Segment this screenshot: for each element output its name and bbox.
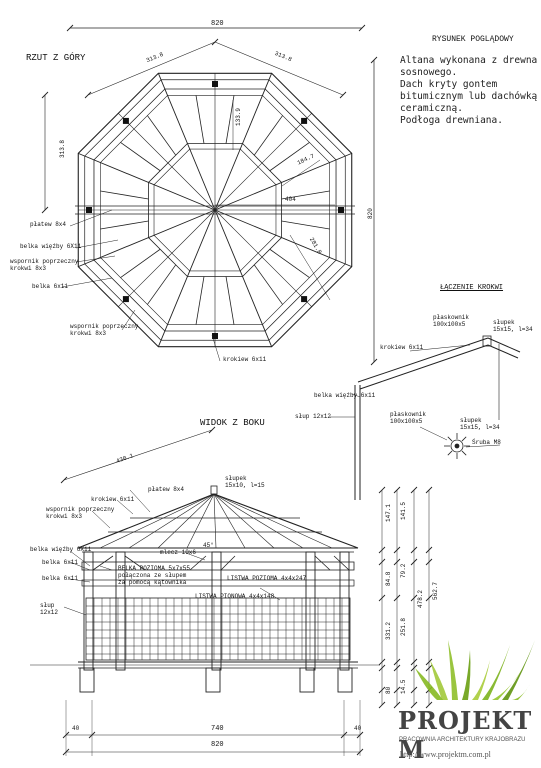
side-rafter	[214, 494, 216, 548]
plan-label-ridge-beam: belka więźby 6X11	[20, 243, 82, 250]
plan-dim-inner-2: 184.7	[296, 152, 316, 167]
joint-post-1: słupek	[493, 319, 515, 326]
plan-post	[123, 118, 129, 124]
dimension-tick	[340, 92, 346, 98]
plan-rafter	[215, 153, 352, 210]
plan-leader	[76, 240, 118, 248]
joint-flat-bar-1: płaskownik	[433, 314, 470, 321]
side-brace	[221, 556, 235, 570]
joint-flat-bar-1-dim: 100x100x5	[433, 321, 466, 328]
plan-cross-support	[254, 116, 282, 156]
side-beam-a: belka 6x11	[42, 559, 79, 566]
side-vdim: 79.2	[400, 563, 407, 578]
plan-leader	[62, 278, 112, 287]
side-tenon: mlecz 10x6	[160, 549, 197, 556]
side-angle: 45°	[203, 542, 214, 549]
logo-grass-blade	[482, 645, 510, 700]
side-leader	[100, 566, 112, 570]
plan-dim-right: 820	[367, 208, 374, 219]
plan-rafter	[158, 210, 215, 347]
joint-post-2-dim: 15x15, l=34	[460, 424, 500, 431]
joint-title: ŁĄCZENIE KROKWI	[440, 284, 504, 292]
side-plate: płatew 8x4	[148, 486, 185, 493]
logo-grass-blade	[462, 650, 470, 700]
side-rafter	[214, 494, 303, 548]
plan-dim-top: 820	[211, 20, 224, 28]
joint-rafter-return	[488, 338, 520, 352]
side-footing	[338, 668, 352, 692]
description-line: bitumicznym lub dachówką	[400, 91, 538, 102]
plan-label-plate: płatew 8x4	[30, 221, 67, 228]
side-brace	[315, 556, 330, 570]
top-plan-drawing	[42, 25, 377, 365]
plan-label-rafter: krokiew 6x11	[223, 356, 267, 363]
side-beam-b: belka 6x11	[42, 575, 79, 582]
brand-name: PROJEKT M	[398, 706, 533, 764]
side-vdim: 562.7	[432, 581, 439, 600]
plan-cross-support	[121, 142, 161, 170]
plan-dim-inner-1: 133.9	[235, 107, 242, 126]
joint-rafter-return	[488, 345, 518, 358]
plan-dim-inner-3: 404	[285, 196, 296, 203]
plan-rafter	[78, 153, 215, 210]
joint-flat-bar-2-dim: 100x100x5	[390, 418, 423, 425]
side-vdim: 478.2	[417, 589, 424, 608]
logo-grass-blade	[502, 640, 535, 700]
side-cross-support-2: krokwi 8x3	[46, 513, 83, 520]
side-strip-vertical: LISTWA PIONOWA 4x4x148	[195, 593, 275, 600]
joint-rafter: krokiew 6x11	[380, 344, 424, 351]
plan-cross-support	[282, 221, 330, 229]
plan-rafter-mid	[118, 113, 215, 210]
plan-cross-support	[226, 277, 234, 325]
plan-rafter	[158, 73, 215, 210]
side-rafter	[158, 494, 214, 548]
logo-grass-graphic	[415, 640, 535, 700]
joint-screw: Śruba M8	[472, 439, 501, 446]
dimension-tick	[61, 477, 67, 483]
side-footing	[300, 668, 314, 692]
side-footing	[206, 668, 220, 692]
side-dim-bottom-right: 40	[354, 725, 362, 732]
side-vdim: 331.2	[385, 621, 392, 640]
side-title: WIDOK Z BOKU	[200, 418, 265, 428]
side-dim-diag: 430.1	[115, 452, 135, 465]
plan-dim-line-seg-left	[88, 42, 215, 95]
joint-connector-arm	[448, 451, 452, 455]
joint-connector	[483, 336, 491, 346]
side-vdim: 80	[385, 686, 392, 694]
plan-cross-support	[121, 249, 161, 277]
plan-cross-support	[196, 277, 204, 325]
plan-post	[86, 207, 92, 213]
joint-post-main: słup 12x12	[295, 413, 332, 420]
plan-rafter-mid	[118, 210, 215, 307]
plan-rafter	[215, 73, 272, 210]
side-brace	[190, 556, 206, 570]
plan-title: RZUT Z GÓRY	[26, 53, 86, 63]
plan-post	[301, 118, 307, 124]
side-rafter	[129, 494, 214, 548]
side-rafter	[214, 494, 245, 548]
side-footing	[80, 668, 94, 692]
plan-cross-support	[147, 116, 175, 156]
plan-dim-seg-left: 313.8	[145, 50, 165, 65]
plan-post	[212, 81, 218, 87]
plan-label-cross-support-b: wspornik poprzeczny	[70, 323, 139, 330]
brand-url: http://www.projektm.com.pl	[400, 750, 491, 759]
side-strip-horizontal: LISTWA POZIOMA 4x4x247	[227, 575, 307, 582]
description-line: sosnowego.	[400, 67, 458, 78]
plan-dim-seg-right: 313.8	[273, 49, 293, 64]
side-horizontal-beam: BELKA POZIOMA 5x7x55	[118, 565, 191, 572]
side-roof-edge	[214, 494, 358, 548]
plan-label-cross-support-b2: krokwi 8x3	[70, 330, 107, 337]
side-rafter	[214, 494, 332, 548]
plan-dim-side-left: 313.8	[59, 139, 66, 158]
side-leader	[92, 511, 110, 528]
plan-label-cross-support: wspornik poprzeczny	[10, 258, 79, 265]
side-ridge-beam: belka więźby 6X11	[30, 546, 92, 553]
plan-cross-support	[100, 221, 148, 229]
plan-label-beam: belka 6x11	[32, 283, 69, 290]
side-vdim: 251.8	[400, 617, 407, 636]
plan-label-cross-support-2: krokwi 8x3	[10, 265, 47, 272]
joint-connector-hub	[455, 444, 459, 448]
description-line: Altana wykonana z drewna	[400, 55, 538, 66]
joint-connector-arm	[462, 437, 466, 441]
side-dim-bottom-total: 820	[211, 741, 224, 749]
plan-rafter	[215, 210, 352, 267]
side-dim-bottom-left: 40	[72, 725, 80, 732]
rafter-joint-drawing	[330, 336, 520, 500]
side-horizontal-beam-3: za pomocą kątownika	[118, 579, 187, 586]
side-dim-line-diag	[64, 430, 212, 480]
plan-cross-support	[254, 265, 282, 305]
joint-flat-bar-2: płaskownik	[390, 411, 427, 418]
side-rafter	[187, 494, 214, 548]
side-post-main-dim: 12x12	[40, 609, 59, 616]
side-brace	[93, 556, 113, 570]
side-dim-bottom-inner: 740	[211, 725, 224, 733]
dimension-tick	[85, 92, 91, 98]
side-rafter: krokiew 6x11	[91, 496, 135, 503]
description-line: Dach kryty gontem	[400, 79, 498, 90]
plan-cross-support	[196, 95, 204, 143]
side-post-label: słupek	[225, 475, 247, 482]
description-line: Podłoga drewniana.	[400, 115, 503, 126]
plan-rafter-mid	[215, 210, 312, 307]
joint-connector-arm	[462, 451, 466, 455]
side-vdim: 14.5	[400, 679, 407, 694]
joint-post-1-dim: 15x15, l=34	[493, 326, 533, 333]
joint-connector-arm	[448, 437, 452, 441]
plan-post	[338, 207, 344, 213]
plan-dim-line-seg-right	[215, 42, 343, 95]
side-rafter	[214, 494, 274, 548]
plan-rafter	[78, 210, 215, 267]
logo-grass-blade	[448, 640, 458, 700]
plan-post	[301, 296, 307, 302]
plan-cross-support	[270, 249, 310, 277]
side-ridge-post	[211, 486, 217, 494]
side-post-dim: 15x10, l=15	[225, 482, 265, 489]
description-block	[400, 55, 537, 127]
description-line: ceramiczną.	[400, 103, 463, 114]
perspective-title: RYSUNEK POGLĄDOWY	[432, 35, 514, 44]
plan-cross-support	[100, 191, 148, 199]
plan-cross-support	[147, 265, 175, 305]
joint-rafter-line	[360, 345, 488, 389]
plan-dim-inner-4: 281.8	[307, 236, 323, 256]
side-vdim: 141.5	[400, 501, 407, 520]
brand-tagline: PRACOWNIA ARCHITEKTURY KRAJOBRAZU	[399, 737, 526, 743]
side-vdim: 84.8	[385, 571, 392, 586]
side-cross-support: wspornik poprzeczny	[46, 506, 115, 513]
side-brace	[334, 556, 349, 570]
side-horizontal-beam-2: połączona ze słupem	[118, 572, 187, 579]
joint-ridge-beam: belka więźby 6x11	[314, 392, 376, 399]
side-vdim: 147.1	[385, 503, 392, 522]
side-post-main: słup	[40, 602, 55, 609]
plan-post	[123, 296, 129, 302]
side-leader	[64, 607, 86, 615]
joint-post-2: słupek	[460, 417, 482, 424]
side-lattice-frame	[86, 598, 350, 660]
joint-leader	[420, 427, 447, 440]
plan-rafter	[215, 210, 272, 347]
